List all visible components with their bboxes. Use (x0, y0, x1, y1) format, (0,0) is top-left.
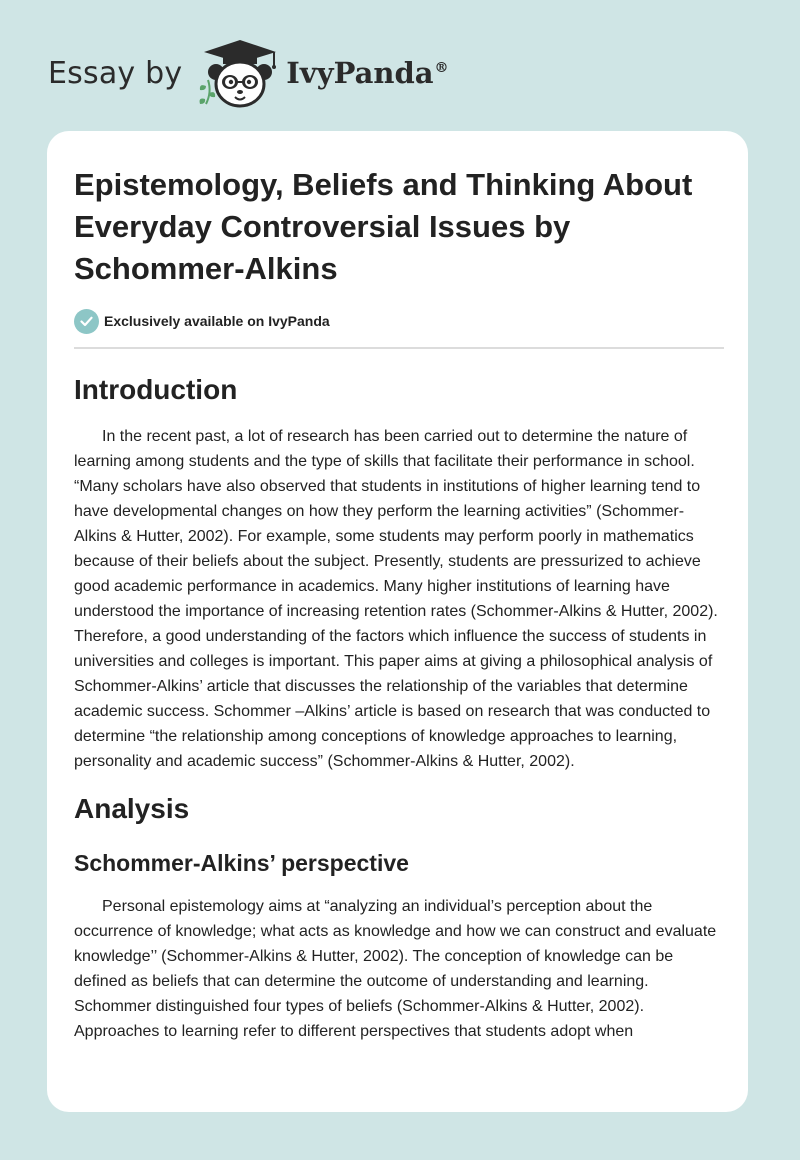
brand-name: IvyPanda® (286, 56, 449, 90)
section-heading-analysis: Analysis (74, 793, 190, 824)
title-divider (74, 347, 724, 349)
section-heading-introduction: Introduction (74, 374, 238, 405)
check-circle-icon (74, 309, 99, 334)
brand-header (48, 36, 449, 110)
exclusive-badge-label: Exclusively available on IvyPanda (104, 313, 330, 329)
exclusive-badge (74, 308, 724, 334)
registered-mark: ® (434, 60, 449, 77)
introduction-paragraph: In the recent past, a lot of research has been carried out to determine the nature of learning among students and the type of skills that facilitate their performance in school. “Many scholars have also observed that students in institutions of higher learning tend to have developmental changes on how they perform the learning activities” (Schommer-Alkins & Hutter, 2002). For example, some students may perform poorly in mathematics because of their beliefs about the subject. Presently, students are pressurized to achieve good academic performance in academics. Many higher institutions of learning have understood the importance of increasing retention rates (Schommer-Alkins & Hutter, 2002). Therefore, a good understanding of the factors which influence the success of students in universities and colleges is important. This paper aims at giving a philosophical analysis of Schommer-Alkins’ article that discusses the relationship of the variables that determine academic success. Schommer –Alkins’ article is based on research that was conducted to determine “the relationship among conceptions of knowledge approaches to learning, personality and academic success” (Schommer-Alkins & Hutter, 2002). (74, 428, 718, 770)
panda-graduate-logo-icon[interactable] (190, 36, 286, 110)
analysis-paragraph: Personal epistemology aims at “analyzing an individual’s perception about the occurrence of knowledge; what acts as knowledge and how we can construct and evaluate knowledge’’ (Schommer-Alkins & Hutter, 2002). The conception of knowledge can be defined as beliefs that can determine the outcome of understanding and learning. Schommer distinguished four types of beliefs (Schommer-Alkins & Hutter, 2002). Approaches to learning refer to different perspectives that students adopt when (74, 898, 717, 1040)
essay-card (47, 131, 748, 1112)
subsection-heading-perspective: Schommer-Alkins’ perspective (74, 850, 409, 876)
brand-prefix: Essay by (48, 55, 183, 91)
essay-title: Epistemology, Beliefs and Thinking About Everyday Controversial Issues by Schommer-Alkins (74, 167, 693, 286)
